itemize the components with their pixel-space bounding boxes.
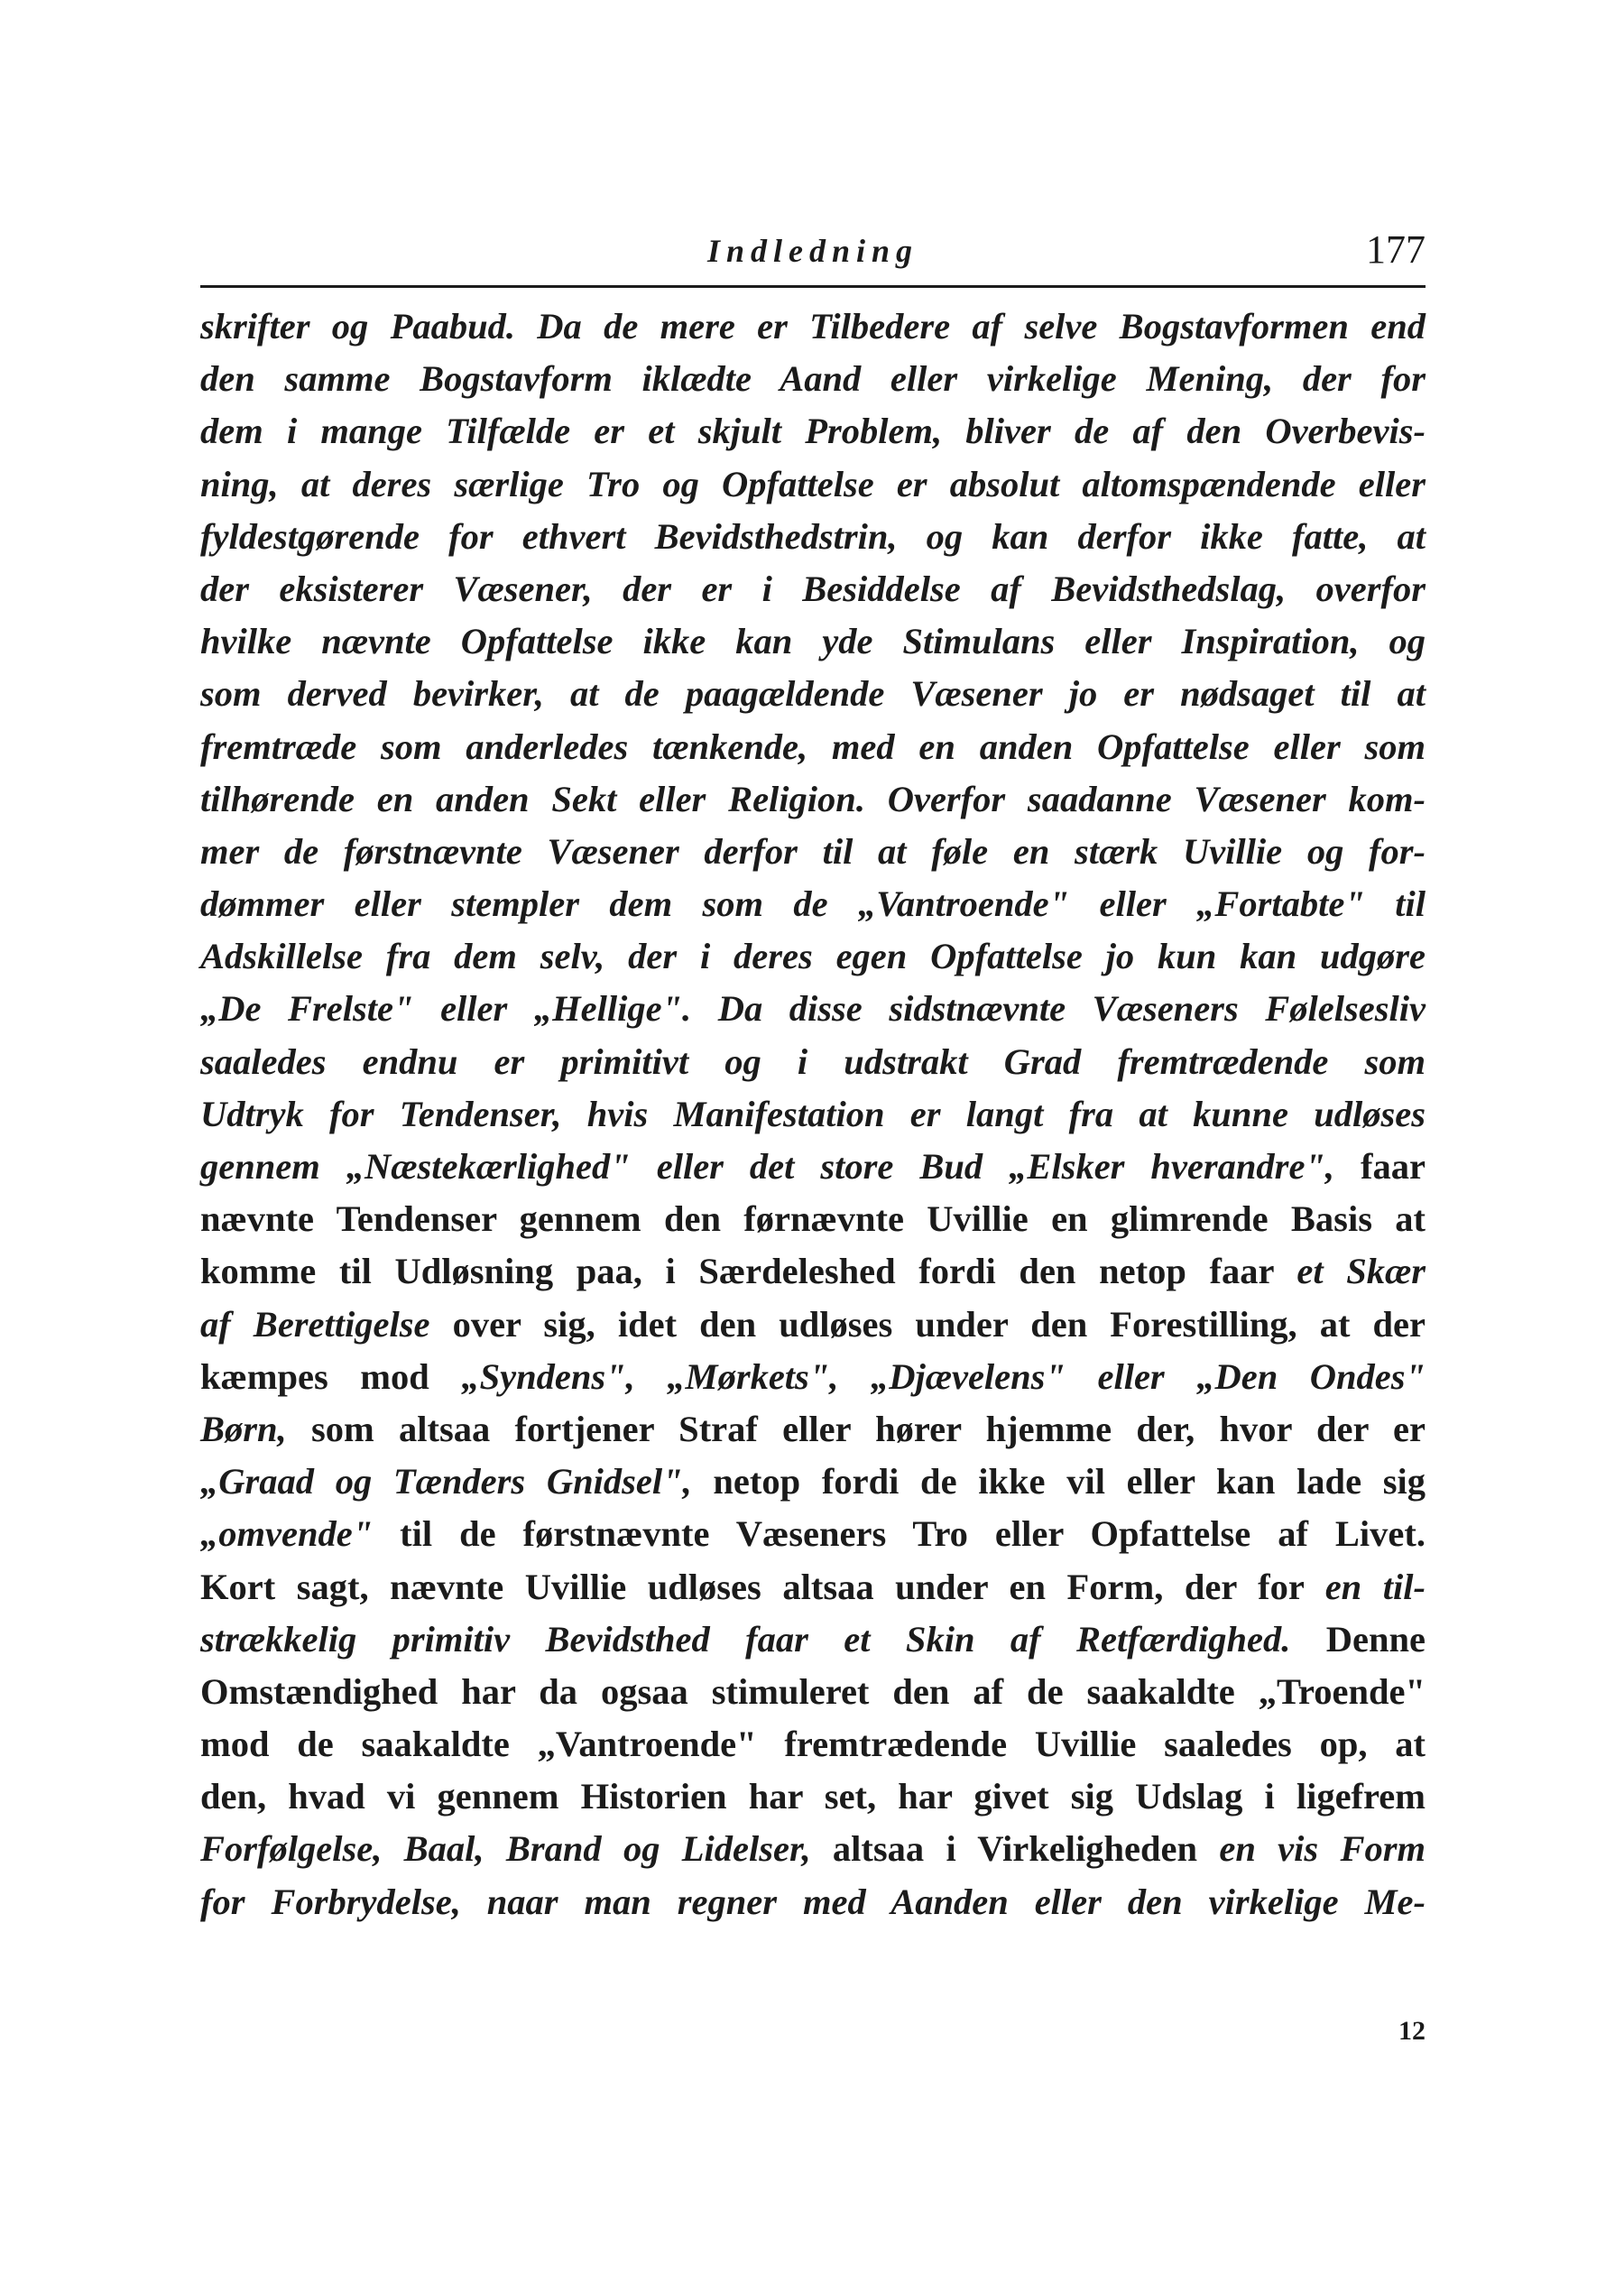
text-line (200, 668, 1426, 720)
italic-text-segment: strækkelig primitiv Bevidsthed faar et Skin af Retfærdighed. (200, 1618, 1291, 1660)
italic-text-segment: af Berettigelse (200, 1303, 430, 1345)
text-line (200, 1141, 1426, 1193)
roman-text-segment: komme til Udløsning paa, i Særdeleshed fordi den netop faar (200, 1251, 1297, 1292)
running-head (200, 221, 1426, 284)
roman-text-segment: den, hvad vi gennem Historien har set, har givet sig Udslag i ligefrem (200, 1776, 1426, 1817)
italic-text-segment: en vis Form (1219, 1828, 1426, 1870)
italic-text-segment: som derved bevirker, at de paagældende Væsener jo er nødsaget til at (200, 673, 1426, 715)
text-line (200, 563, 1426, 615)
italic-text-segment: et Skær (1296, 1251, 1426, 1292)
italic-text-segment: gennem „Næstekærlighed" eller det store Bud „Elsker hverandre", (200, 1146, 1335, 1187)
text-line (200, 1823, 1426, 1875)
italic-text-segment: „Syndens", „Mørkets", „Djævelens" eller „Den Ondes" (461, 1355, 1426, 1397)
italic-text-segment: dem i mange Tilfælde er et skjult Problem, bliver de af den Overbevis- (200, 411, 1426, 452)
italic-text-segment: skrifter og Paabud. Da de mere er Tilbedere af selve Bogstavformen end (200, 306, 1426, 347)
text-line (200, 773, 1426, 826)
roman-text-segment: Kort sagt, nævnte Uvillie udløses altsaa under en Form, der for (200, 1566, 1325, 1607)
italic-text-segment: saaledes endnu er primitivt og i udstrakt Grad fremtrædende som (200, 1040, 1426, 1082)
roman-text-segment: kæmpes mod (200, 1355, 462, 1397)
body-text (200, 300, 1426, 1928)
text-line (200, 826, 1426, 878)
italic-text-segment: dømmer eller stempler dem som de „Vantroende" eller „Fortabte" til (200, 883, 1426, 925)
text-line (200, 1193, 1426, 1245)
italic-text-segment: Børn, (200, 1408, 287, 1449)
text-line (200, 1351, 1426, 1403)
text-line (200, 1299, 1426, 1351)
italic-text-segment: „omvende" (200, 1513, 374, 1555)
text-line (200, 405, 1426, 458)
text-line (200, 1403, 1426, 1456)
text-line (200, 1876, 1426, 1928)
italic-text-segment: der eksisterer Væsener, der er i Besiddelse af Bevidsthedslag, overfor (200, 568, 1426, 609)
text-line (200, 511, 1426, 563)
italic-text-segment: fyldestgørende for ethvert Bevidsthedstrin, og kan derfor ikke fatte, at (200, 515, 1426, 557)
text-line (200, 1245, 1426, 1298)
roman-text-segment: mod de saakaldte „Vantroende" fremtrædende Uvillie saaledes op, at (200, 1724, 1426, 1765)
text-line (200, 1666, 1426, 1718)
header-rule (200, 285, 1426, 288)
roman-text-segment: over sig, idet den udløses under den Forestilling, at der (429, 1303, 1426, 1345)
italic-text-segment: tilhørende en anden Sekt eller Religion. Overfor saadanne Væsener kom- (200, 778, 1426, 819)
italic-text-segment: mer de førstnævnte Væsener derfor til at føle en stærk Uvillie og for- (200, 830, 1426, 872)
text-line (200, 721, 1426, 773)
running-title: Indledning (706, 233, 919, 269)
italic-text-segment: en til- (1324, 1566, 1426, 1607)
text-line (200, 1718, 1426, 1771)
signature-mark: 12 (1398, 2016, 1426, 2046)
text-line (200, 1508, 1426, 1560)
italic-text-segment: fremtræde som anderledes tænkende, med en anden Opfattelse eller som (200, 726, 1426, 767)
text-line (200, 300, 1426, 353)
italic-text-segment: for Forbrydelse, naar man regner med Aanden eller den virkelige Me- (200, 1881, 1426, 1922)
italic-text-segment: ning, at deres særlige Tro og Opfattelse er absolut altomspændende eller (200, 463, 1426, 504)
text-line (200, 1613, 1426, 1666)
italic-text-segment: „De Frelste" eller „Hellige". Da disse sidstnævnte Væseners Følelsesliv (200, 988, 1426, 1030)
italic-text-segment: den samme Bogstavform iklædte Aand eller virkelige Mening, der for (200, 358, 1426, 400)
roman-text-segment: som altsaa fortjener Straf eller hører hjemme der, hvor der er (286, 1408, 1426, 1449)
page-number: 177 (1366, 227, 1426, 272)
italic-text-segment: „Graad og Tænders Gnidsel", (200, 1461, 692, 1502)
text-line (200, 353, 1426, 405)
text-line (200, 1036, 1426, 1088)
italic-text-segment: Adskillelse fra dem selv, der i deres egen Opfattelse jo kun kan udgøre (200, 936, 1426, 977)
roman-text-segment: til de førstnævnte Væseners Tro eller Opfattelse af Livet. (373, 1513, 1426, 1555)
text-line (200, 878, 1426, 930)
text-line (200, 1771, 1426, 1823)
italic-text-segment: hvilke nævnte Opfattelse ikke kan yde Stimulans eller Inspiration, og (200, 621, 1426, 662)
text-line (200, 983, 1426, 1035)
roman-text-segment: nævnte Tendenser gennem den førnævnte Uvillie en glimrende Basis at (200, 1198, 1426, 1240)
text-line (200, 1561, 1426, 1613)
roman-text-segment: faar (1334, 1146, 1426, 1187)
text-line (200, 615, 1426, 668)
roman-text-segment: Denne (1290, 1618, 1426, 1660)
text-line (200, 930, 1426, 983)
roman-text-segment: altsaa i Virkeligheden (810, 1828, 1220, 1870)
roman-text-segment: netop fordi de ikke vil eller kan lade sig (691, 1461, 1426, 1502)
italic-text-segment: Udtryk for Tendenser, hvis Manifestation er langt fra at kunne udløses (200, 1093, 1426, 1134)
text-line (200, 1456, 1426, 1508)
italic-text-segment: Forfølgelse, Baal, Brand og Lidelser, (200, 1828, 811, 1870)
text-line (200, 458, 1426, 511)
roman-text-segment: Omstændighed har da ogsaa stimuleret den af de saakaldte „Troende" (200, 1670, 1426, 1712)
text-line (200, 1088, 1426, 1141)
